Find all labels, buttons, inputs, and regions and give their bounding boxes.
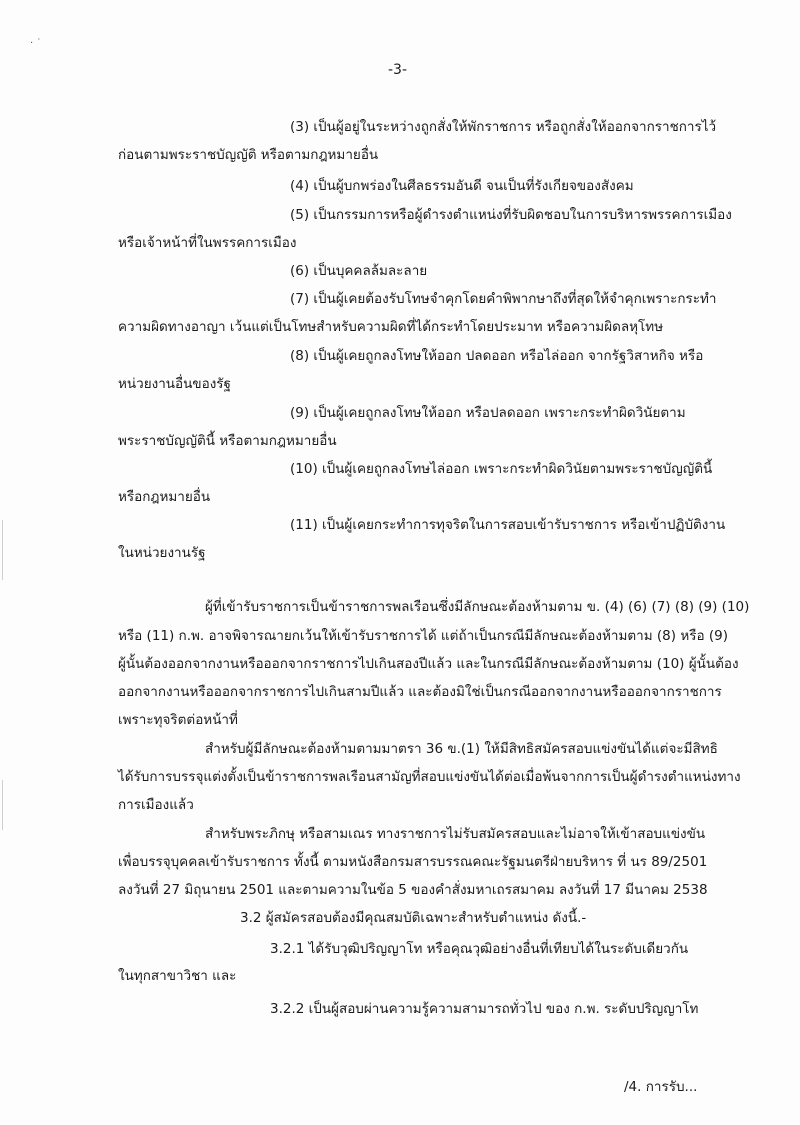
text-line: ลงวันที่ 27 มิถุนายน 2501 และตามความในข้อ 5 ของคำสั่งมหาเถรสมาคม ลงวันที่ 17 มีนาคม 2538 <box>118 882 708 898</box>
text-line: ความผิดทางอาญา เว้นแต่เป็นโทษสำหรับความผิดที่ได้กระทำโดยประมาท หรือความผิดลหุโทษ <box>118 319 664 335</box>
text-line: ผู้ที่เข้ารับราชการเป็นข้าราชการพลเรือนซึ่งมีลักษณะต้องห้ามตาม ข. (4) (6) (7) (8) (9) (10) <box>205 599 750 615</box>
text-line: (10) เป็นผู้เคยถูกลงโทษไล่ออก เพราะกระทำผิดวินัยตามพระราชบัญญัตินี้ <box>290 461 713 477</box>
text-line: ก่อนตามพระราชบัญญัติ หรือตามกฎหมายอื่น <box>118 147 379 163</box>
text-line: 3.2.2 เป็นผู้สอบผ่านความรู้ความสามารถทั่วไป ของ ก.พ. ระดับปริญญาโท <box>270 1001 699 1017</box>
text-line: ออกจากงานหรือออกจากราชการไปเกินสามปีแล้ว และต้องมิใช่เป็นกรณีออกจากงานหรือออกจากราชการ <box>118 684 722 700</box>
text-line: (11) เป็นผู้เคยกระทำการทุจริตในการสอบเข้ารับราชการ หรือเข้าปฏิบัติงาน <box>290 517 726 533</box>
text-line: 3.2 ผู้สมัครสอบต้องมีคุณสมบัติเฉพาะสำหรับตำแหน่ง ดังนี้.- <box>240 910 587 926</box>
text-line: การเมืองแล้ว <box>118 797 194 813</box>
text-line: พระราชบัญญัตินี้ หรือตามกฎหมายอื่น <box>118 433 337 449</box>
scan-edge-mark <box>2 780 3 830</box>
text-line: (6) เป็นบุคคลล้มละลาย <box>290 263 428 279</box>
text-line: เพราะทุจริตต่อหน้าที่ <box>118 712 238 728</box>
scan-edge-mark <box>2 520 3 580</box>
text-line: เพื่อบรรจุบุคคลเข้ารับราชการ ทั้งนี้ ตามหนังสือกรมสารบรรณคณะรัฐมนตรีฝ่ายบริหาร ที่ นร 89/2501 <box>118 854 708 870</box>
text-line: หน่วยงานอื่นของรัฐ <box>118 376 231 392</box>
text-line: หรือเจ้าหน้าที่ในพรรคการเมือง <box>118 235 297 251</box>
text-line: หรือกฎหมายอื่น <box>118 489 211 505</box>
text-line: ในทุกสาขาวิชา และ <box>118 968 237 984</box>
text-line: (8) เป็นผู้เคยถูกลงโทษให้ออก ปลดออก หรือไล่ออก จากรัฐวิสาหกิจ หรือ <box>290 348 704 364</box>
text-line: (9) เป็นผู้เคยถูกลงโทษให้ออก หรือปลดออก เพราะกระทำผิดวินัยตาม <box>290 405 686 421</box>
text-line: (7) เป็นผู้เคยต้องรับโทษจำคุกโดยคำพิพากษาถึงที่สุดให้จำคุกเพราะกระทำ <box>290 291 717 307</box>
text-line: หรือ (11) ก.พ. อาจพิจารณายกเว้นให้เข้ารับราชการได้ แต่ถ้าเป็นกรณีมีลักษณะต้องห้ามตาม (8) หรือ (9) <box>118 628 729 644</box>
scan-speck-marks: · ˙ <box>30 38 42 49</box>
text-line: ผู้นั้นต้องออกจากงานหรือออกจากราชการไปเกินสองปีแล้ว และในกรณีมีลักษณะต้องห้ามตาม (10) ผู้นั้นต้อง <box>118 656 739 672</box>
text-line: สำหรับผู้มีลักษณะต้องห้ามตามมาตรา 36 ข.(1) ให้มีสิทธิสมัครสอบแข่งขันได้แต่จะมีสิทธิ <box>205 741 718 757</box>
text-line: (4) เป็นผู้บกพร่องในศีลธรรมอันดี จนเป็นที่รังเกียจของสังคม <box>290 178 634 194</box>
text-line: 3.2.1 ได้รับวุฒิปริญญาโท หรือคุณวุฒิอย่างอื่นที่เทียบได้ในระดับเดียวกัน <box>270 941 689 957</box>
text-line: ในหน่วยงานรัฐ <box>118 545 206 561</box>
text-line: ได้รับการบรรจุแต่งตั้งเป็นข้าราชการพลเรือนสามัญที่สอบแข่งขันได้ต่อเมื่อพ้นจากการเป็นผู้ดำรงตำแหน่งทาง <box>118 769 741 785</box>
text-line: (5) เป็นกรรมการหรือผู้ดำรงตำแหน่งที่รับผิดชอบในการบริหารพรรคการเมือง <box>290 207 732 223</box>
page-number: -3- <box>388 62 408 78</box>
text-line: สำหรับพระภิกษุ หรือสามเณร ทางราชการไม่รับสมัครสอบและไม่อาจให้เข้าสอบแข่งขัน <box>205 826 706 842</box>
continuation-marker: /4. การรับ... <box>624 1079 698 1095</box>
text-line: (3) เป็นผู้อยู่ในระหว่างถูกสั่งให้พักราชการ หรือถูกสั่งให้ออกจากราชการไว้ <box>290 119 717 135</box>
